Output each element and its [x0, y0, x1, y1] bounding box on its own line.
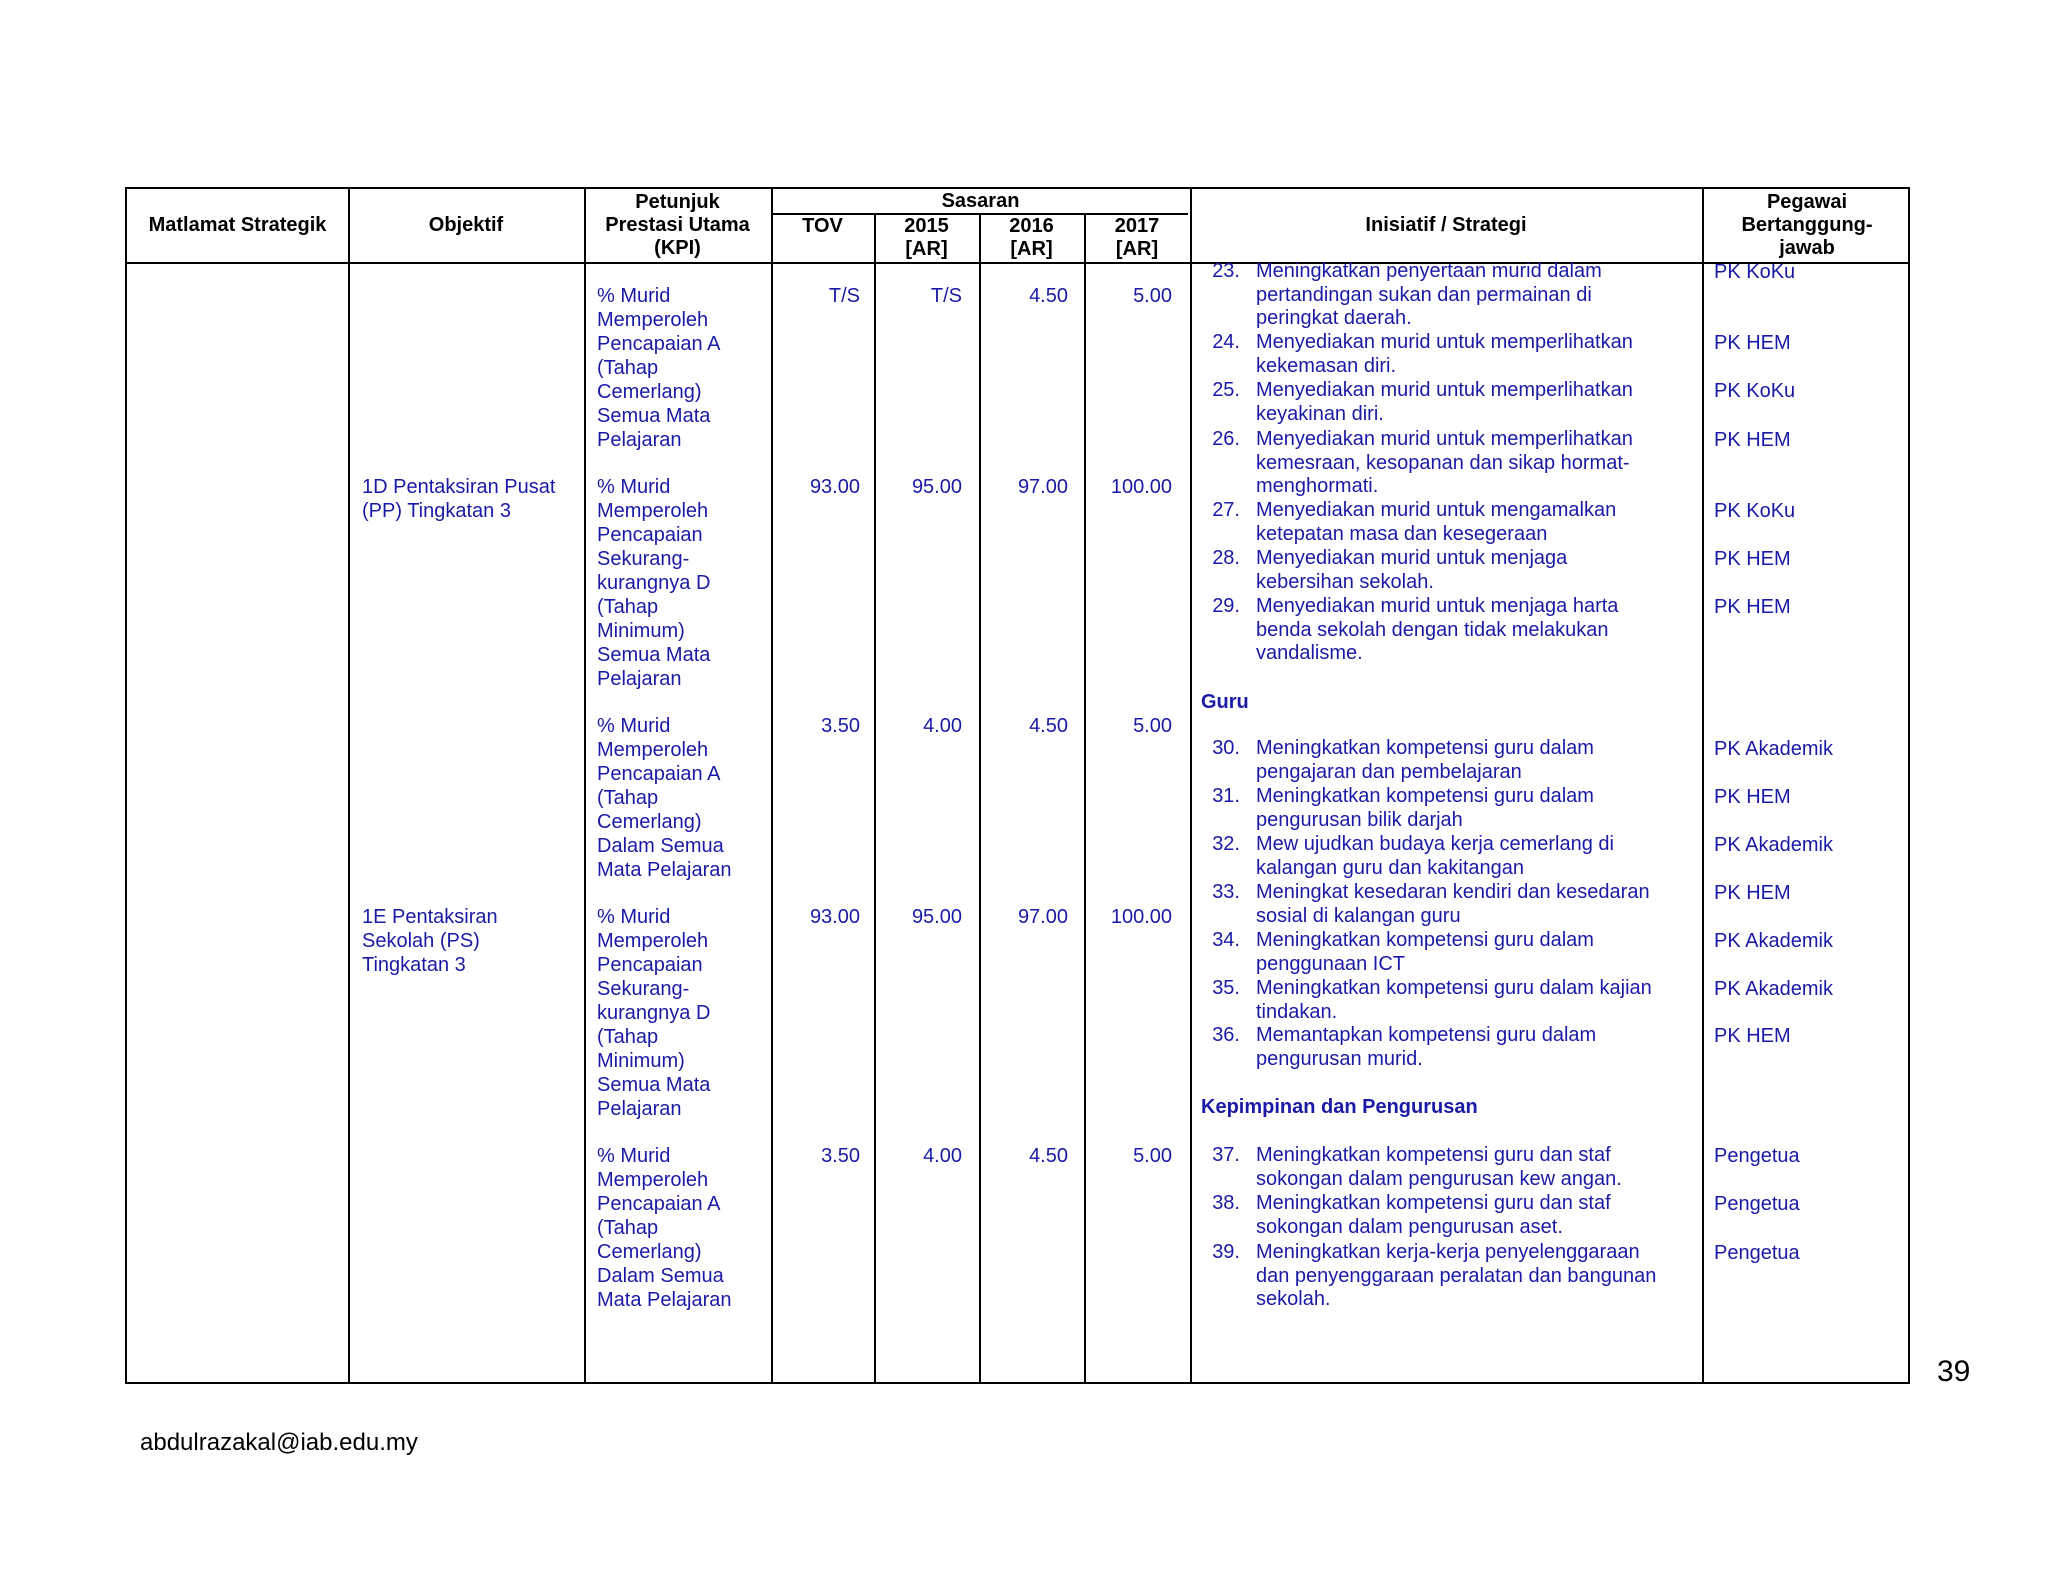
officer: PK Akademik — [1714, 834, 1833, 856]
officer: PK HEM — [1714, 548, 1791, 570]
kpi-2016: 97.00 — [1017, 906, 1068, 928]
officer: PK HEM — [1714, 786, 1791, 808]
kpi-label: % Murid Memperoleh Pencapaian Sekurang- kurangnya D (Tahap Minimum) Semua Mata Pelajaran — [597, 906, 711, 1120]
kpi-tov: 93.00 — [809, 476, 860, 498]
header-pegawai: Pegawai Bertanggung- jawab — [1741, 191, 1873, 259]
header-2015: 2015 [AR] — [904, 214, 949, 260]
kpi-label: % Murid Memperoleh Pencapaian A (Tahap Cemerlang) Dalam Semua Mata Pelajaran — [597, 715, 732, 881]
officer: PK KoKu — [1714, 500, 1796, 522]
kpi-label: % Murid Memperoleh Pencapaian Sekurang- kurangnya D (Tahap Minimum) Semua Mata Pelajaran — [597, 476, 711, 690]
strategy-text: Meningkat kesedaran kendiri dan kesedaran sosial di kalangan guru — [1256, 881, 1650, 927]
strategy-text: Meningkatkan kompetensi guru dalam pengajaran dan pembelajaran — [1256, 737, 1594, 783]
objective-1d: 1D Pentaksiran Pusat (PP) Tingkatan 3 — [362, 476, 556, 522]
header-kpi: Petunjuk Prestasi Utama (KPI) — [605, 191, 750, 259]
column-divider — [348, 189, 350, 1382]
kpi-2016: 4.50 — [1029, 1145, 1068, 1167]
kpi-tov: 3.50 — [821, 715, 860, 737]
strategy-number: 30. — [1212, 737, 1240, 759]
officer: Pengetua — [1714, 1242, 1800, 1264]
column-divider — [874, 213, 876, 1382]
kpi-2015: T/S — [930, 285, 962, 307]
strategy-text: Menyediakan murid untuk memperlihatkan kekemasan diri. — [1256, 331, 1633, 377]
kpi-2016: 4.50 — [1029, 715, 1068, 737]
strategy-text: Meningkatkan kompetensi guru dalam kajian tindakan. — [1256, 977, 1652, 1023]
strategy-number: 23. — [1212, 260, 1240, 282]
header-tov: TOV — [802, 214, 843, 237]
strategy-text: Menyediakan murid untuk memperlihatkan kemesraan, kesopanan dan sikap hormat- menghormati. — [1256, 428, 1633, 497]
kpi-2017: 5.00 — [1133, 285, 1172, 307]
strategy-number: 31. — [1212, 785, 1240, 807]
officer: PK Akademik — [1714, 978, 1833, 1000]
kpi-label: % Murid Memperoleh Pencapaian A (Tahap Cemerlang) Dalam Semua Mata Pelajaran — [597, 1145, 732, 1311]
column-divider — [1084, 213, 1086, 1382]
strategy-number: 33. — [1212, 881, 1240, 903]
strategy-text: Memantapkan kompetensi guru dalam pengurusan murid. — [1256, 1024, 1597, 1070]
header-matlamat: Matlamat Strategik — [148, 214, 327, 236]
column-divider — [1702, 189, 1704, 1382]
section-kepimpinan: Kepimpinan dan Pengurusan — [1201, 1096, 1478, 1118]
kpi-tov: 3.50 — [821, 1145, 860, 1167]
strategy-text: Meningkatkan penyertaan murid dalam pertandingan sukan dan permainan di peringkat daerah. — [1256, 260, 1602, 329]
kpi-2015: 4.00 — [923, 1145, 962, 1167]
header-inisiatif: Inisiatif / Strategi — [1365, 214, 1527, 236]
strategy-text: Menyediakan murid untuk menjaga kebersihan sekolah. — [1256, 547, 1568, 593]
strategy-text: Menyediakan murid untuk mengamalkan ketepatan masa dan kesegeraan — [1256, 499, 1617, 545]
page-number: 39 — [1937, 1355, 1971, 1388]
strategy-text: Meningkatkan kompetensi guru dan staf sokongan dalam pengurusan kew angan. — [1256, 1144, 1622, 1190]
footer-email: abdulrazakal@iab.edu.my — [140, 1429, 418, 1456]
strategy-number: 24. — [1212, 331, 1240, 353]
strategy-number: 36. — [1212, 1024, 1240, 1046]
header-objektif: Objektif — [428, 214, 504, 236]
column-divider — [584, 189, 586, 1382]
strategy-number: 29. — [1212, 595, 1240, 617]
kpi-2015: 95.00 — [911, 476, 962, 498]
strategy-text: Menyediakan murid untuk memperlihatkan keyakinan diri. — [1256, 379, 1633, 425]
strategy-text: Meningkatkan kompetensi guru dan staf sokongan dalam pengurusan aset. — [1256, 1192, 1611, 1238]
officer: PK Akademik — [1714, 738, 1833, 760]
strategy-text: Meningkatkan kerja-kerja penyelenggaraan dan penyenggaraan peralatan dan bangunan sekolah. — [1256, 1241, 1657, 1310]
officer: PK HEM — [1714, 332, 1791, 354]
kpi-tov: T/S — [828, 285, 860, 307]
kpi-2016: 4.50 — [1029, 285, 1068, 307]
column-divider — [1190, 189, 1192, 1382]
strategy-text: Mew ujudkan budaya kerja cemerlang di kalangan guru dan kakitangan — [1256, 833, 1614, 879]
kpi-tov: 93.00 — [809, 906, 860, 928]
strategy-number: 27. — [1212, 499, 1240, 521]
header-sasaran: Sasaran — [941, 189, 1020, 212]
officer: PK KoKu — [1714, 380, 1796, 402]
column-divider — [979, 213, 981, 1382]
officer: PK HEM — [1714, 1025, 1791, 1047]
column-divider — [771, 189, 773, 1382]
strategy-number: 37. — [1212, 1144, 1240, 1166]
strategy-number: 25. — [1212, 379, 1240, 401]
strategy-text: Menyediakan murid untuk menjaga harta benda sekolah dengan tidak melakukan vandalisme. — [1256, 595, 1619, 664]
strategy-number: 26. — [1212, 428, 1240, 450]
kpi-2016: 97.00 — [1017, 476, 1068, 498]
strategy-text: Meningkatkan kompetensi guru dalam pengurusan bilik darjah — [1256, 785, 1594, 831]
strategy-number: 28. — [1212, 547, 1240, 569]
header-2016: 2016 [AR] — [1009, 214, 1054, 260]
kpi-2017: 100.00 — [1110, 476, 1172, 498]
strategy-number: 32. — [1212, 833, 1240, 855]
kpi-2017: 5.00 — [1133, 715, 1172, 737]
objective-1e: 1E Pentaksiran Sekolah (PS) Tingkatan 3 — [362, 906, 498, 976]
officer: Pengetua — [1714, 1145, 1800, 1167]
kpi-label: % Murid Memperoleh Pencapaian A (Tahap Cemerlang) Semua Mata Pelajaran — [597, 285, 721, 451]
officer: PK KoKu — [1714, 261, 1796, 283]
strategy-number: 39. — [1212, 1241, 1240, 1263]
officer: PK HEM — [1714, 596, 1791, 618]
officer: Pengetua — [1714, 1193, 1800, 1215]
header-2017: 2017 [AR] — [1114, 214, 1160, 260]
kpi-2015: 4.00 — [923, 715, 962, 737]
kpi-2015: 95.00 — [911, 906, 962, 928]
officer: PK HEM — [1714, 429, 1791, 451]
strategy-text: Meningkatkan kompetensi guru dalam penggunaan ICT — [1256, 929, 1594, 975]
strategy-number: 34. — [1212, 929, 1240, 951]
kpi-2017: 5.00 — [1133, 1145, 1172, 1167]
strategy-number: 38. — [1212, 1192, 1240, 1214]
strategy-number: 35. — [1212, 977, 1240, 999]
officer: PK HEM — [1714, 882, 1791, 904]
officer: PK Akademik — [1714, 930, 1833, 952]
kpi-2017: 100.00 — [1110, 906, 1172, 928]
section-guru: Guru — [1201, 691, 1249, 713]
